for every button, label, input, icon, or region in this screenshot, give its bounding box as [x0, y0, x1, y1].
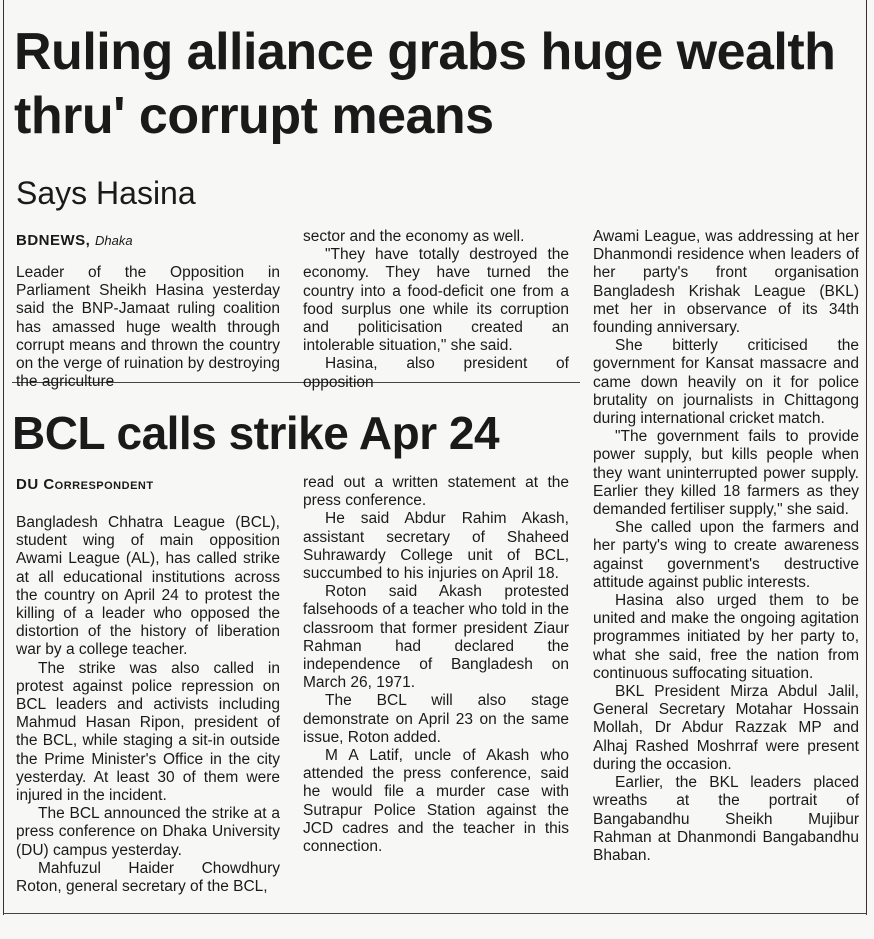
paragraph: The BCL announced the strike at a press conference on Dhaka University (DU) campus yesterday.	[16, 805, 280, 859]
paragraph: Hasina, also president of opposition	[303, 355, 569, 391]
story1-byline-source: BDNEWS,	[16, 232, 91, 249]
paragraph: The BCL will also stage demonstrate on April 23 on the same issue, Roton added.	[303, 692, 569, 746]
paragraph: sector and the economy as well.	[303, 228, 525, 245]
bottom-rule	[3, 913, 867, 914]
story1-subhead: Says Hasina	[16, 175, 196, 211]
story2-column-2	[303, 474, 569, 856]
paragraph: BKL President Mirza Abdul Jalil, General Secretary Motahar Hossain Mollah, Dr Abdur Razzak MP and Alhaj Rashed Moshrraf were present during the occasion.	[593, 683, 859, 773]
paragraph: "The government fails to provide power supply, but kills people when they want uninterrupted power supply. Earlier they killed 18 farmers as they demanded fertiliser supply," she said.	[593, 428, 859, 519]
story1-column-2	[303, 228, 569, 392]
story2-headline: BCL calls strike Apr 24	[12, 407, 500, 459]
paragraph: Roton said Akash protested falsehoods of a teacher who told in the classroom that former president Ziaur Rahman had declared the independence of Bangladesh on March 26, 1971.	[303, 583, 569, 692]
paragraph: He said Abdur Rahim Akash, assistant secretary of Shaheed Suhrawardy College unit of BCL, succumbed to his injuries on April 18.	[303, 510, 569, 583]
left-column-rule	[3, 0, 4, 915]
story1-headline: Ruling alliance grabs huge wealth thru' corrupt means	[14, 23, 836, 145]
right-column-rule	[866, 0, 867, 915]
paragraph: "They have totally destroyed the economy. They have turned the country into a food-deficit one from a food surplus one while its corruption and politicisation created an intolerable situation," she said.	[303, 246, 569, 355]
paragraph: Mahfuzul Haider Chowdhury Roton, general secretary of the BCL,	[16, 859, 280, 896]
story2-byline: DU Correspondent	[16, 476, 154, 493]
paragraph: read out a written statement at the press conference.	[303, 474, 569, 510]
paragraph: Earlier, the BKL leaders placed wreaths at the portrait of Bangabandhu Sheikh Mujibur Rahman at Dhanmondi Bangabandhu Bhaban.	[593, 774, 859, 864]
story1-byline-place: Dhaka	[95, 233, 133, 248]
story2-column-1	[16, 514, 280, 896]
paragraph: Leader of the Opposition in Parliament Sheikh Hasina yesterday said the BNP-Jamaat ruling coalition has amassed huge wealth through corrupt means and thrown the country on the verge of ruination by destroying the agriculture	[16, 264, 280, 391]
paragraph: Awami League, was addressing at her Dhanmondi residence when leaders of her party's front organisation Bangladesh Krishak League (BKL) met her in observance of its 34th founding anniversary.	[593, 228, 859, 337]
story1-column-1	[16, 264, 280, 391]
paragraph: She bitterly criticised the government for Kansat massacre and came down heavily on it for police brutality on journalists in Chittagong during international cricket match.	[593, 337, 859, 428]
paragraph: M A Latif, uncle of Akash who attended the press conference, said he would file a murder case with Sutrapur Police Station against the JCD cadres and the teacher in this connection.	[303, 747, 569, 856]
story1-column-3	[593, 228, 859, 865]
paragraph: Hasina also urged them to be united and make the ongoing agitation programmes initiated by her party to, what she said, free the nation from continuous suffocating situation.	[593, 592, 859, 682]
paragraph: The strike was also called in protest against police repression on BCL leaders and activists including Mahmud Hasan Ripon, president of the BCL, while staging a sit-in outside the Prime Minister's Office in the city yesterday. At least 30 of them were injured in the incident.	[16, 659, 280, 805]
paragraph: She called upon the farmers and her party's wing to create awareness against government's destructive attitude against public interests.	[593, 519, 859, 591]
story1-byline	[16, 232, 133, 249]
paragraph: Bangladesh Chhatra League (BCL), student wing of main opposition Awami League (AL), has called strike at all educational institutions across the country on April 24 to protest the killing of a leader who opposed the distortion of the history of liberation war by a college teacher.	[16, 514, 280, 659]
